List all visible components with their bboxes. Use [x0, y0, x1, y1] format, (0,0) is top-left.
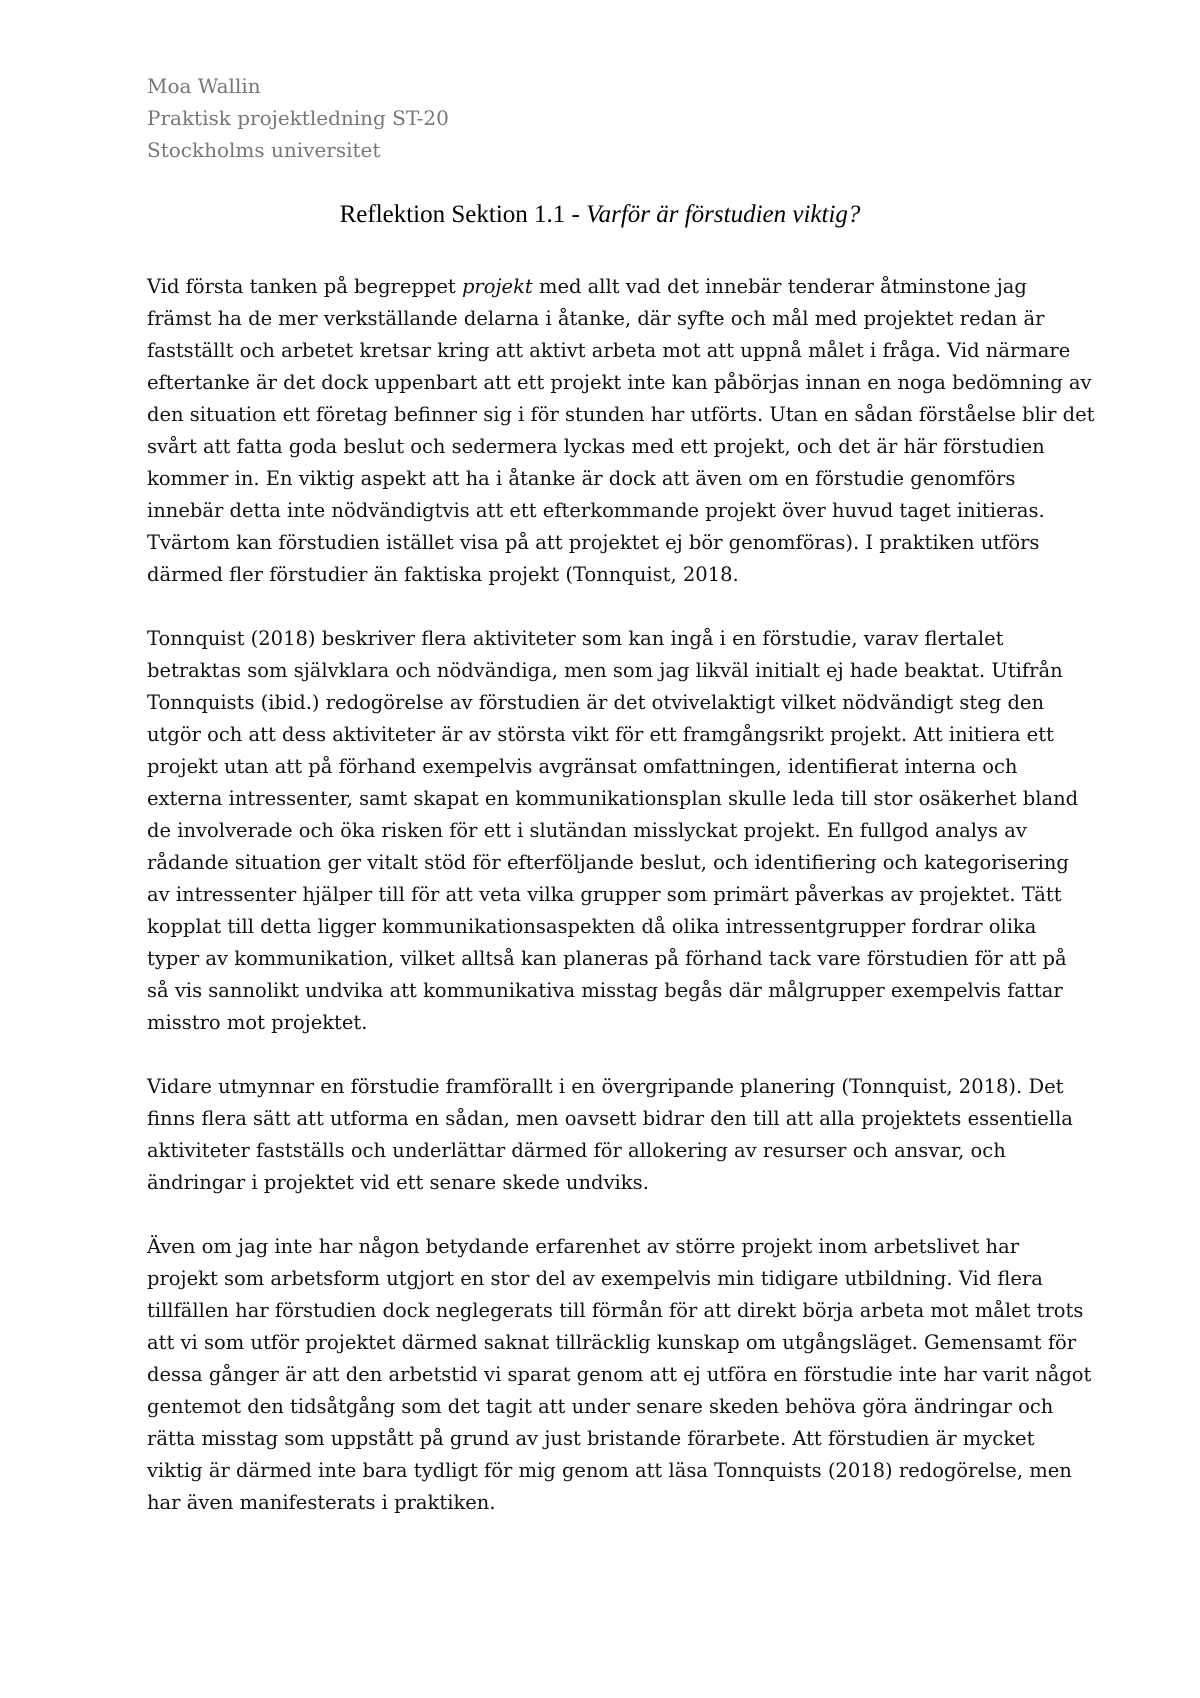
paragraph-line: finns flera sätt att utforma en sådan, men oavsett bidrar den till att alla projektets essentiella — [147, 1107, 1073, 1130]
paragraph-line: därmed fler förstudier än faktiska projekt (Tonnquist, 2018. — [147, 563, 739, 586]
paragraph-line: innebär detta inte nödvändigtvis att ett efterkommande projekt över huvud taget initieras. — [147, 499, 1045, 522]
paragraph-line: betraktas som självklara och nödvändiga, men som jag likväl initialt ej hade beaktat. Utifrån — [147, 659, 1063, 682]
paragraph-line: Tonnquists (ibid.) redogörelse av förstudien är det otvivelaktigt vilket nödvändigt steg den — [147, 691, 1045, 714]
paragraph-line: kommer in. En viktig aspekt att ha i åtanke är dock att även om en förstudie genomförs — [147, 467, 1016, 490]
paragraph-4 — [147, 1231, 1092, 1519]
paragraph-line: fastställt och arbetet kretsar kring att aktivt arbeta mot att uppnå målet i fråga. Vid närmare — [147, 339, 1071, 362]
paragraph-line: främst ha de mer verkställande delarna i åtanke, där syfte och mål med projektet redan är — [147, 307, 1045, 330]
paragraph-line: Vidare utmynnar en förstudie framförallt i en övergripande planering (Tonnquist, 2018). Det — [147, 1075, 1064, 1098]
paragraph-line: har även manifesterats i praktiken. — [147, 1491, 496, 1514]
paragraph-line: eftertanke är det dock uppenbart att ett projekt inte kan påbörjas innan en noga bedömning av — [147, 371, 1092, 394]
paragraph-1 — [147, 271, 1095, 591]
paragraph-line: rätta misstag som uppstått på grund av just bristande förarbete. Att förstudien är mycket — [147, 1427, 1035, 1450]
paragraph-line: utgör och att dess aktiviteter är av största vikt för ett framgångsrikt projekt. Att initiera ett — [147, 723, 1054, 746]
course-name: Praktisk projektledning ST-20 — [147, 106, 449, 130]
paragraph-line: Tonnquist (2018) beskriver flera aktiviteter som kan ingå i en förstudie, varav flertalet — [147, 627, 1004, 650]
paragraph-line: typer av kommunikation, vilket alltså kan planeras på förhand tack vare förstudien för att på — [147, 947, 1067, 970]
paragraph-line: aktiviteter fastställs och underlättar därmed för allokering av resurser och ansvar, och — [147, 1139, 1006, 1162]
paragraph-line: så vis sannolikt undvika att kommunikativa misstag begås där målgrupper exempelvis fattar — [147, 979, 1063, 1002]
paragraph-line: Även om jag inte har någon betydande erfarenhet av större projekt inom arbetslivet har — [147, 1235, 1020, 1258]
paragraph-line: de involverade och öka risken för ett i slutändan misslyckat projekt. En fullgod analys av — [147, 819, 1027, 842]
paragraph-line: Tvärtom kan förstudien istället visa på att projektet ej bör genomföras). I praktiken utförs — [147, 531, 1040, 554]
author-name: Moa Wallin — [147, 74, 261, 98]
paragraph-line: tillfällen har förstudien dock neglegerats till förmån för att direkt börja arbeta mot målet trots — [147, 1299, 1084, 1322]
paragraph-line: av intressenter hjälper till för att veta vilka grupper som primärt påverkas av projektet. Tätt — [147, 883, 1062, 906]
paragraph-3 — [147, 1071, 1073, 1199]
paragraph-line: att vi som utför projektet därmed saknat tillräcklig kunskap om utgångsläget. Gemensamt för — [147, 1331, 1077, 1354]
paragraph-2 — [147, 623, 1079, 1039]
paragraph-line: Vid första tanken på begreppet projekt med allt vad det innebär tenderar åtminstone jag — [147, 275, 1027, 298]
paragraph-line: projekt som arbetsform utgjort en stor del av exempelvis min tidigare utbildning. Vid flera — [147, 1267, 1043, 1290]
paragraph-line: dessa gånger är att den arbetstid vi sparat genom att ej utföra en förstudie inte har varit något — [147, 1363, 1092, 1386]
paragraph-line: ändringar i projektet vid ett senare skede undviks. — [147, 1171, 649, 1194]
paragraph-line: gentemot den tidsåtgång som det tagit att under senare skeden behöva göra ändringar och — [147, 1395, 1054, 1418]
paragraph-line: den situation ett företag befinner sig i för stunden har utförts. Utan en sådan förståelse blir det — [147, 403, 1095, 426]
paragraph-line: svårt att fatta goda beslut och sedermera lyckas med ett projekt, och det är här förstudien — [147, 435, 1045, 458]
paragraph-line: projekt utan att på förhand exempelvis avgränsat omfattningen, identifierat interna och — [147, 755, 1018, 778]
title-prefix: Reflektion Sektion 1.1 - — [339, 201, 587, 228]
paragraph-line: rådande situation ger vitalt stöd för efterföljande beslut, och identifiering och kategorisering — [147, 851, 1069, 874]
document-body — [147, 271, 1095, 1551]
document-title — [0, 199, 1200, 231]
title-question: Varför är förstudien viktig? — [586, 201, 861, 228]
italic-term: projekt — [461, 275, 533, 298]
paragraph-line: viktig är därmed inte bara tydligt för mig genom att läsa Tonnquists (2018) redogörelse, men — [147, 1459, 1072, 1482]
document-header — [147, 70, 449, 166]
paragraph-line: misstro mot projektet. — [147, 1011, 368, 1034]
university-name: Stockholms universitet — [147, 138, 381, 162]
paragraph-line: kopplat till detta ligger kommunikationsaspekten då olika intressentgrupper fordrar olika — [147, 915, 1037, 938]
paragraph-line: externa intressenter, samt skapat en kommunikationsplan skulle leda till stor osäkerhet bland — [147, 787, 1079, 810]
